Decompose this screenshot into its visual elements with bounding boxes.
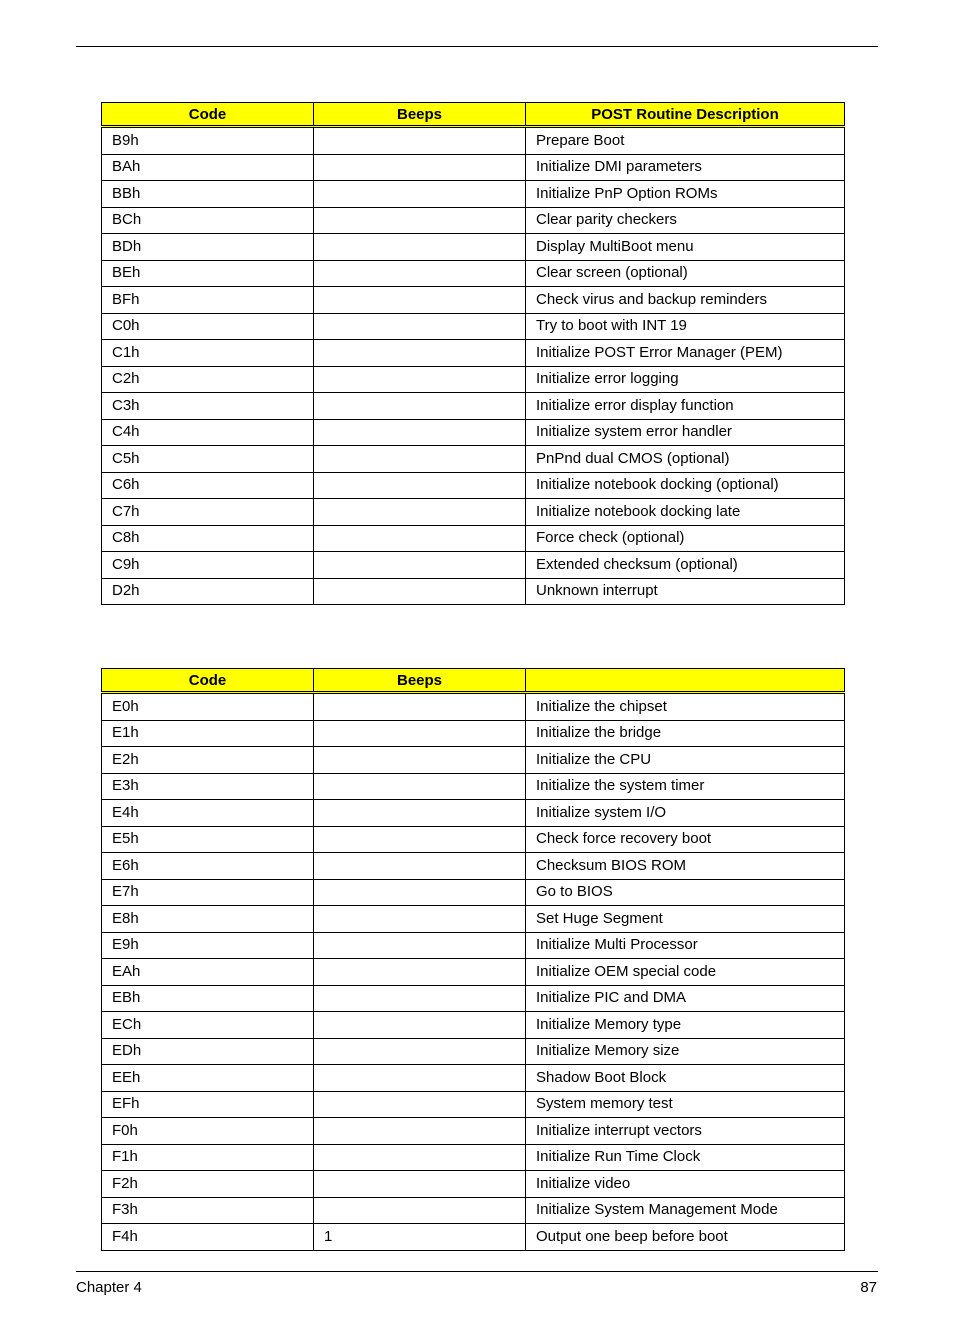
table-row <box>102 932 845 959</box>
table-row <box>102 1118 845 1145</box>
table-row <box>102 207 845 234</box>
column-header-description: POST Routine Description <box>526 103 845 127</box>
table-row <box>102 1144 845 1171</box>
table-row <box>102 853 845 880</box>
table-row <box>102 472 845 499</box>
cell-beeps <box>314 525 526 552</box>
table-row <box>102 234 845 261</box>
cell-beeps <box>314 693 526 721</box>
cell-code: EFh <box>102 1091 314 1118</box>
cell-beeps <box>314 127 526 155</box>
cell-beeps <box>314 234 526 261</box>
cell-description: Go to BIOS <box>526 879 845 906</box>
cell-code: E4h <box>102 800 314 827</box>
cell-beeps <box>314 181 526 208</box>
cell-code: ECh <box>102 1012 314 1039</box>
cell-code: E1h <box>102 720 314 747</box>
cell-description: Initialize notebook docking late <box>526 499 845 526</box>
cell-description: Initialize the system timer <box>526 773 845 800</box>
cell-code: BBh <box>102 181 314 208</box>
cell-beeps <box>314 1118 526 1145</box>
post-code-table-2 <box>101 668 845 1251</box>
table-row <box>102 154 845 181</box>
cell-description: Clear parity checkers <box>526 207 845 234</box>
cell-beeps <box>314 985 526 1012</box>
cell-beeps <box>314 366 526 393</box>
cell-description: Initialize the bridge <box>526 720 845 747</box>
cell-description: Display MultiBoot menu <box>526 234 845 261</box>
table-row <box>102 393 845 420</box>
cell-description: Initialize system error handler <box>526 419 845 446</box>
column-header-code: Code <box>102 103 314 127</box>
cell-beeps <box>314 959 526 986</box>
cell-code: BDh <box>102 234 314 261</box>
cell-beeps <box>314 720 526 747</box>
cell-description: Initialize PnP Option ROMs <box>526 181 845 208</box>
cell-code: E9h <box>102 932 314 959</box>
table-row <box>102 1038 845 1065</box>
table-row <box>102 525 845 552</box>
column-header-beeps: Beeps <box>314 103 526 127</box>
footer-page-number: 87 <box>860 1279 877 1296</box>
table-row <box>102 826 845 853</box>
cell-description: Initialize Run Time Clock <box>526 1144 845 1171</box>
table-header-row <box>102 669 845 693</box>
cell-beeps <box>314 154 526 181</box>
table-row <box>102 1012 845 1039</box>
table-row <box>102 800 845 827</box>
cell-beeps <box>314 1144 526 1171</box>
cell-beeps <box>314 853 526 880</box>
cell-code: E8h <box>102 906 314 933</box>
cell-beeps: 1 <box>314 1224 526 1251</box>
cell-code: EDh <box>102 1038 314 1065</box>
cell-description: Initialize PIC and DMA <box>526 985 845 1012</box>
table-row <box>102 1171 845 1198</box>
cell-code: C1h <box>102 340 314 367</box>
cell-beeps <box>314 287 526 314</box>
table-row <box>102 287 845 314</box>
cell-description: Unknown interrupt <box>526 578 845 605</box>
cell-beeps <box>314 826 526 853</box>
cell-description: Initialize Multi Processor <box>526 932 845 959</box>
table-row <box>102 552 845 579</box>
table-row <box>102 260 845 287</box>
cell-code: F3h <box>102 1197 314 1224</box>
cell-code: C0h <box>102 313 314 340</box>
table-row <box>102 313 845 340</box>
table-row <box>102 985 845 1012</box>
table-row <box>102 1065 845 1092</box>
table-row <box>102 720 845 747</box>
table-row <box>102 1197 845 1224</box>
cell-beeps <box>314 1171 526 1198</box>
cell-beeps <box>314 446 526 473</box>
column-header-beeps: Beeps <box>314 669 526 693</box>
table-row <box>102 693 845 721</box>
cell-description: Shadow Boot Block <box>526 1065 845 1092</box>
cell-code: BCh <box>102 207 314 234</box>
cell-code: EEh <box>102 1065 314 1092</box>
table-row <box>102 959 845 986</box>
cell-description: Extended checksum (optional) <box>526 552 845 579</box>
cell-code: E3h <box>102 773 314 800</box>
cell-description: Set Huge Segment <box>526 906 845 933</box>
cell-beeps <box>314 340 526 367</box>
cell-description: Initialize the CPU <box>526 747 845 774</box>
cell-code: BEh <box>102 260 314 287</box>
footer-chapter: Chapter 4 <box>76 1279 142 1296</box>
cell-beeps <box>314 552 526 579</box>
cell-beeps <box>314 1038 526 1065</box>
cell-code: E0h <box>102 693 314 721</box>
column-header-code: Code <box>102 669 314 693</box>
cell-code: BFh <box>102 287 314 314</box>
cell-description: Check force recovery boot <box>526 826 845 853</box>
cell-description: Check virus and backup reminders <box>526 287 845 314</box>
cell-code: C8h <box>102 525 314 552</box>
cell-code: C5h <box>102 446 314 473</box>
cell-beeps <box>314 879 526 906</box>
cell-code: E6h <box>102 853 314 880</box>
cell-description: Clear screen (optional) <box>526 260 845 287</box>
cell-code: F1h <box>102 1144 314 1171</box>
cell-description: Checksum BIOS ROM <box>526 853 845 880</box>
table-row <box>102 773 845 800</box>
cell-beeps <box>314 313 526 340</box>
cell-beeps <box>314 472 526 499</box>
cell-beeps <box>314 393 526 420</box>
table-row <box>102 419 845 446</box>
cell-code: C2h <box>102 366 314 393</box>
cell-description: Initialize POST Error Manager (PEM) <box>526 340 845 367</box>
cell-code: C9h <box>102 552 314 579</box>
cell-code: F2h <box>102 1171 314 1198</box>
cell-beeps <box>314 800 526 827</box>
header-rule <box>76 46 878 47</box>
cell-description: Initialize video <box>526 1171 845 1198</box>
cell-description: Initialize error logging <box>526 366 845 393</box>
cell-beeps <box>314 1091 526 1118</box>
table-row <box>102 879 845 906</box>
cell-beeps <box>314 747 526 774</box>
cell-beeps <box>314 1197 526 1224</box>
table-row <box>102 446 845 473</box>
cell-description: Initialize system I/O <box>526 800 845 827</box>
cell-description: Initialize error display function <box>526 393 845 420</box>
cell-beeps <box>314 499 526 526</box>
cell-beeps <box>314 1012 526 1039</box>
cell-description: Initialize DMI parameters <box>526 154 845 181</box>
cell-code: BAh <box>102 154 314 181</box>
table-row <box>102 578 845 605</box>
cell-code: F4h <box>102 1224 314 1251</box>
cell-code: E5h <box>102 826 314 853</box>
post-code-table-1 <box>101 102 845 605</box>
cell-beeps <box>314 906 526 933</box>
cell-description: Try to boot with INT 19 <box>526 313 845 340</box>
cell-description: Initialize OEM special code <box>526 959 845 986</box>
cell-beeps <box>314 1065 526 1092</box>
cell-beeps <box>314 773 526 800</box>
footer-rule <box>76 1271 878 1272</box>
cell-description: Initialize interrupt vectors <box>526 1118 845 1145</box>
cell-beeps <box>314 260 526 287</box>
cell-code: F0h <box>102 1118 314 1145</box>
column-header-description <box>526 669 845 693</box>
cell-beeps <box>314 932 526 959</box>
cell-description: Initialize notebook docking (optional) <box>526 472 845 499</box>
table-row <box>102 1224 845 1251</box>
cell-code: C4h <box>102 419 314 446</box>
table-row <box>102 181 845 208</box>
cell-code: EBh <box>102 985 314 1012</box>
table-row <box>102 1091 845 1118</box>
cell-code: B9h <box>102 127 314 155</box>
table-row <box>102 906 845 933</box>
cell-description: PnPnd dual CMOS (optional) <box>526 446 845 473</box>
cell-beeps <box>314 207 526 234</box>
cell-code: EAh <box>102 959 314 986</box>
cell-code: E2h <box>102 747 314 774</box>
cell-code: E7h <box>102 879 314 906</box>
table-row <box>102 499 845 526</box>
cell-description: Initialize the chipset <box>526 693 845 721</box>
cell-code: C6h <box>102 472 314 499</box>
table-row <box>102 340 845 367</box>
table-header-row <box>102 103 845 127</box>
cell-code: C7h <box>102 499 314 526</box>
cell-description: Initialize System Management Mode <box>526 1197 845 1224</box>
cell-code: D2h <box>102 578 314 605</box>
cell-description: Initialize Memory size <box>526 1038 845 1065</box>
cell-beeps <box>314 419 526 446</box>
cell-description: Prepare Boot <box>526 127 845 155</box>
table-row <box>102 366 845 393</box>
table-row <box>102 747 845 774</box>
cell-beeps <box>314 578 526 605</box>
cell-description: System memory test <box>526 1091 845 1118</box>
cell-description: Force check (optional) <box>526 525 845 552</box>
cell-description: Output one beep before boot <box>526 1224 845 1251</box>
cell-code: C3h <box>102 393 314 420</box>
cell-description: Initialize Memory type <box>526 1012 845 1039</box>
table-row <box>102 127 845 155</box>
